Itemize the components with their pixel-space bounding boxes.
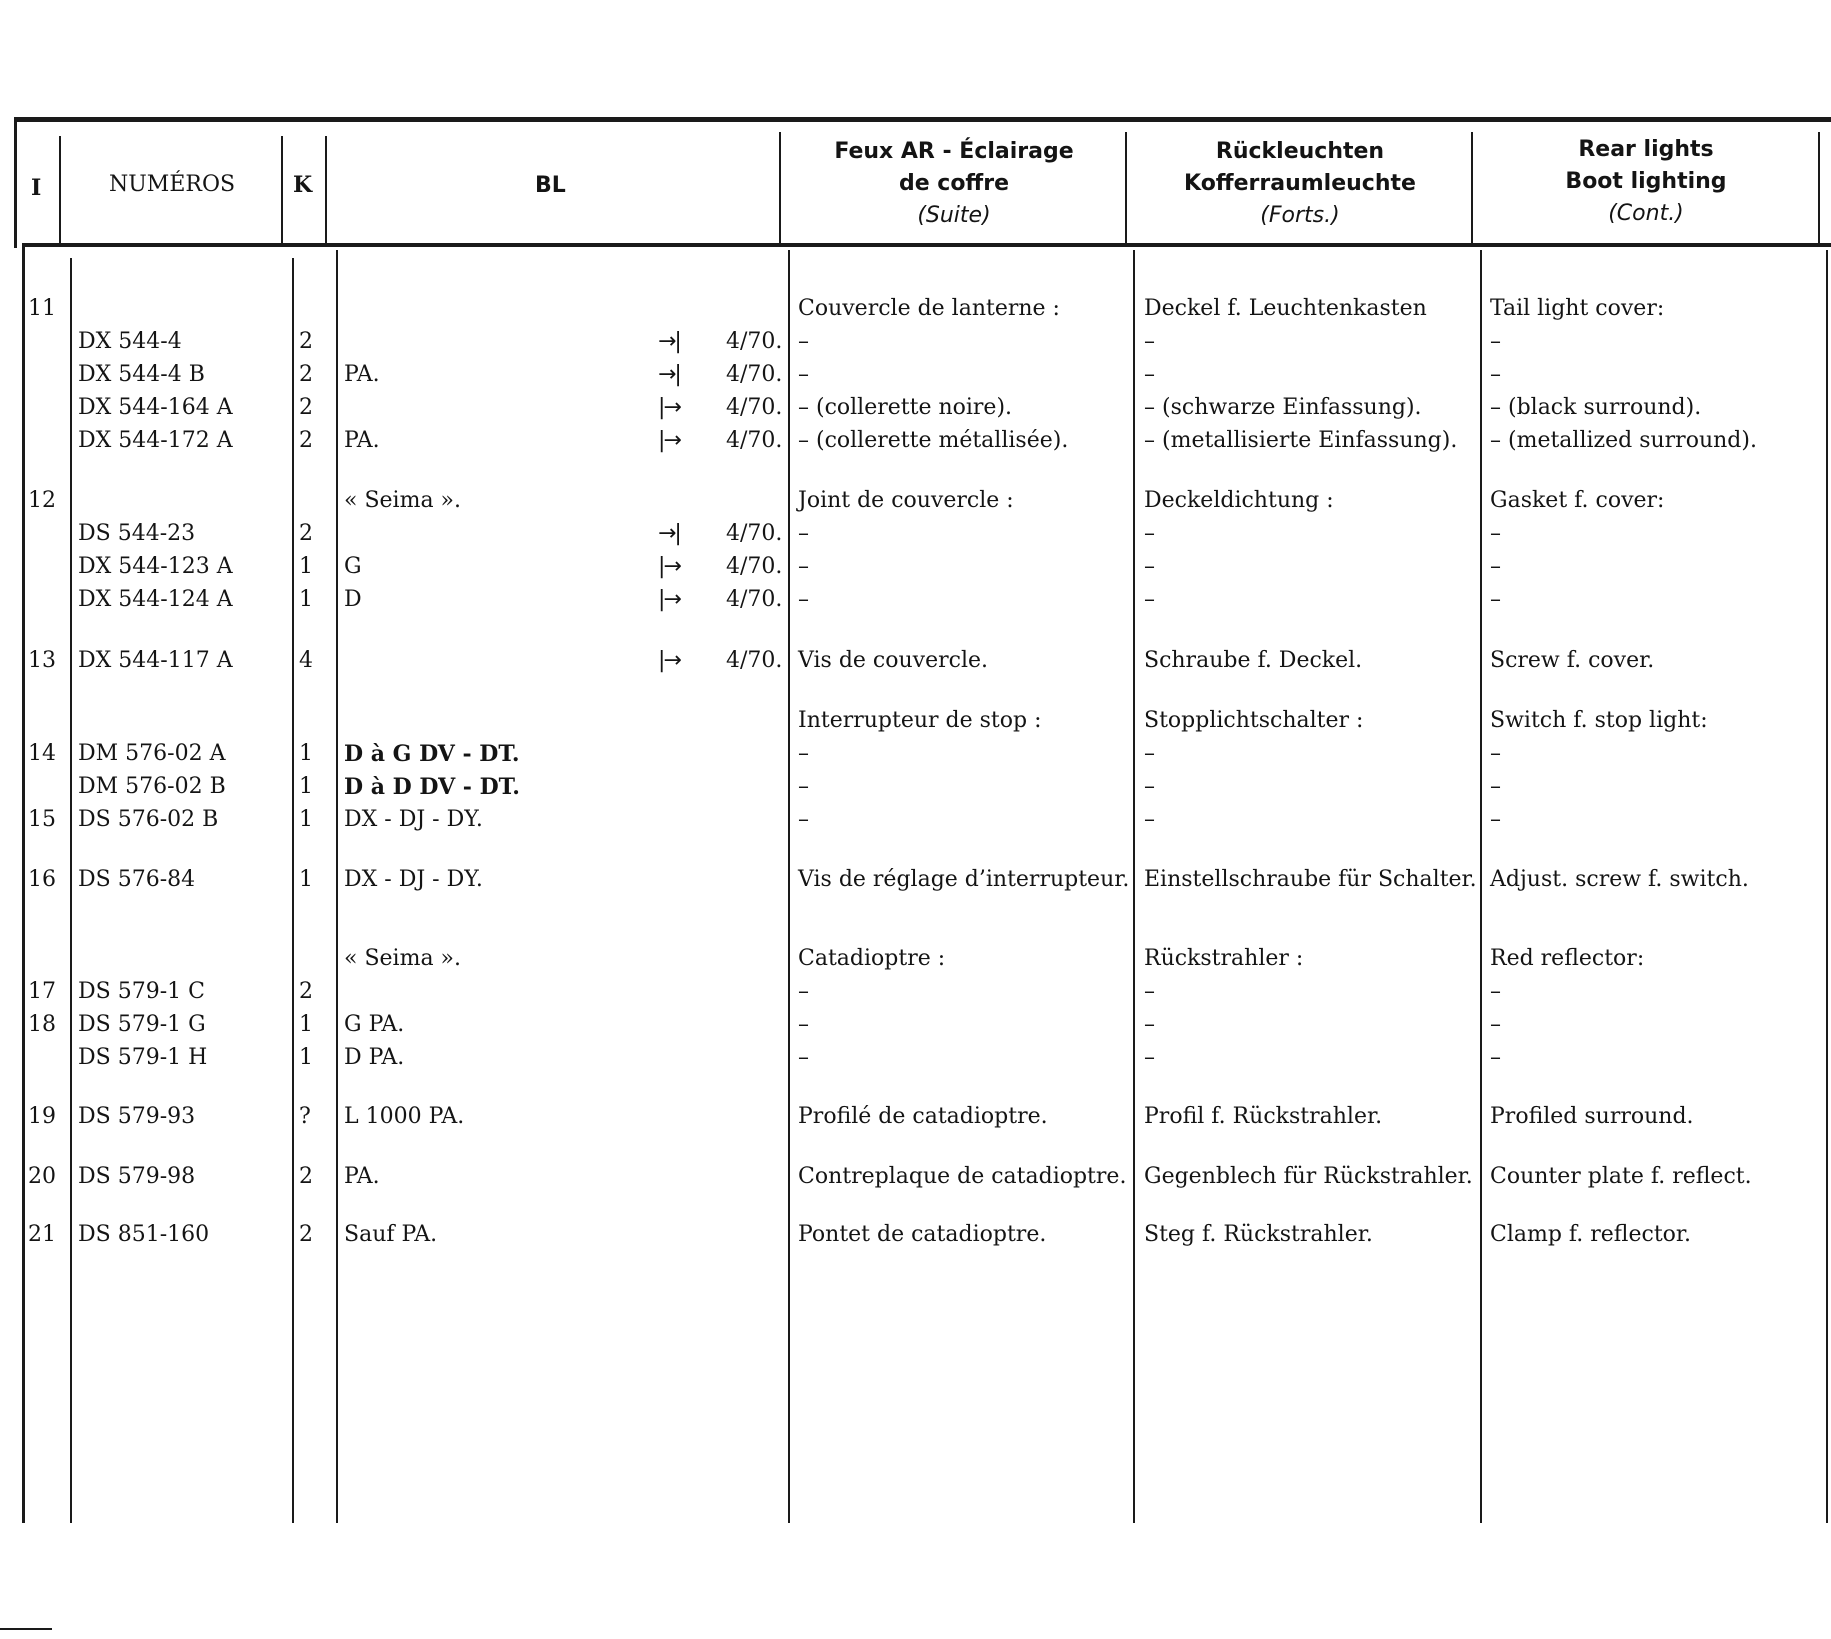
cell-de: Schraube f. Deckel. bbox=[1144, 648, 1363, 673]
cell-k: 1 bbox=[299, 1045, 313, 1070]
header-fr-line3: (Suite) bbox=[917, 203, 991, 228]
header-col-numeros: NUMÉROS bbox=[109, 172, 236, 197]
cell-de: – (metallisierte Einfassung). bbox=[1144, 428, 1458, 453]
cell-fr: Joint de couvercle : bbox=[798, 488, 1014, 513]
cell-num: DM 576-02 A bbox=[78, 741, 226, 766]
cell-k: 2 bbox=[299, 329, 313, 354]
cell-fr: – bbox=[798, 362, 809, 387]
header-col-i: I bbox=[31, 175, 42, 201]
cell-num: DS 579-1 C bbox=[78, 979, 205, 1004]
header-en-line2: Boot lighting bbox=[1565, 169, 1727, 194]
cell-en: – (metallized surround). bbox=[1490, 428, 1757, 453]
cell-k: 2 bbox=[299, 1164, 313, 1189]
divider-body-5 bbox=[1133, 250, 1135, 1523]
cell-date: 4/70. bbox=[726, 362, 783, 387]
cell-num: DX 544-123 A bbox=[78, 554, 233, 579]
cell-de: – (schwarze Einfassung). bbox=[1144, 395, 1422, 420]
divider-body-7 bbox=[1826, 250, 1828, 1523]
header-de-line1: Rückleuchten bbox=[1215, 139, 1385, 164]
cell-fr: – bbox=[798, 774, 809, 799]
cell-bl: « Seima ». bbox=[344, 946, 462, 971]
cell-date: 4/70. bbox=[726, 521, 783, 546]
cell-bl: D PA. bbox=[344, 1045, 405, 1070]
header-de-line3: (Forts.) bbox=[1260, 203, 1340, 228]
cell-idx: 15 bbox=[28, 807, 56, 832]
header-bottom-rule bbox=[22, 243, 1831, 247]
cell-de: – bbox=[1144, 329, 1155, 354]
cell-arrow: →| bbox=[658, 329, 680, 354]
cell-de: Deckel f. Leuchtenkasten bbox=[1144, 296, 1427, 321]
divider-body-6 bbox=[1480, 250, 1482, 1523]
cell-date: 4/70. bbox=[726, 428, 783, 453]
cell-fr: – (collerette métallisée). bbox=[798, 428, 1069, 453]
cell-num: DX 544-172 A bbox=[78, 428, 233, 453]
cell-en: Counter plate f. reflect. bbox=[1490, 1164, 1752, 1189]
cell-date: 4/70. bbox=[726, 329, 783, 354]
cell-arrow: |→ bbox=[658, 587, 680, 612]
cell-k: 2 bbox=[299, 395, 313, 420]
divider-body-1 bbox=[70, 258, 72, 1523]
divider-body-0 bbox=[22, 247, 25, 1523]
cell-bl: Sauf PA. bbox=[344, 1222, 438, 1247]
cell-de: Steg f. Rückstrahler. bbox=[1144, 1222, 1373, 1247]
cell-de: Einstellschraube für Schalter. bbox=[1144, 867, 1477, 892]
cell-de: – bbox=[1144, 774, 1155, 799]
cell-num: DX 544-164 A bbox=[78, 395, 233, 420]
cell-num: DS 579-98 bbox=[78, 1164, 196, 1189]
cell-k: 2 bbox=[299, 428, 313, 453]
cell-k: ? bbox=[299, 1104, 311, 1129]
cell-idx: 12 bbox=[28, 488, 56, 513]
cell-en: – bbox=[1490, 587, 1501, 612]
cell-k: 2 bbox=[299, 1222, 313, 1247]
header-en-line3: (Cont.) bbox=[1608, 201, 1684, 226]
cell-fr: – (collerette noire). bbox=[798, 395, 1013, 420]
cell-de: – bbox=[1144, 1045, 1155, 1070]
cell-idx: 18 bbox=[28, 1012, 56, 1037]
cell-arrow: →| bbox=[658, 521, 680, 546]
cell-en: Red reflector: bbox=[1490, 946, 1645, 971]
table-top-rule bbox=[14, 117, 1831, 122]
cell-date: 4/70. bbox=[726, 554, 783, 579]
cell-fr: Vis de réglage d’interrupteur. bbox=[798, 867, 1130, 892]
cell-de: Stopplichtschalter : bbox=[1144, 708, 1364, 733]
cell-arrow: |→ bbox=[658, 395, 680, 420]
cell-en: – bbox=[1490, 521, 1501, 546]
cell-bl: D à G DV - DT. bbox=[344, 741, 520, 767]
cell-num: DS 576-84 bbox=[78, 867, 196, 892]
cell-bl: PA. bbox=[344, 362, 380, 387]
header-en-line1: Rear lights bbox=[1578, 137, 1714, 162]
cell-k: 1 bbox=[299, 1012, 313, 1037]
cell-en: – bbox=[1490, 774, 1501, 799]
header-col-k: K bbox=[293, 172, 313, 198]
divider-body-2 bbox=[292, 258, 294, 1523]
cell-en: – bbox=[1490, 329, 1501, 354]
cell-bl: G PA. bbox=[344, 1012, 405, 1037]
cell-idx: 13 bbox=[28, 648, 56, 673]
cell-de: – bbox=[1144, 554, 1155, 579]
cell-bl: DX - DJ - DY. bbox=[344, 807, 483, 832]
cell-idx: 20 bbox=[28, 1164, 56, 1189]
cell-bl: DX - DJ - DY. bbox=[344, 867, 483, 892]
cell-en: – bbox=[1490, 807, 1501, 832]
cell-en: – bbox=[1490, 554, 1501, 579]
cell-de: – bbox=[1144, 1012, 1155, 1037]
cell-fr: – bbox=[798, 329, 809, 354]
cell-fr: – bbox=[798, 1045, 809, 1070]
cell-idx: 11 bbox=[28, 296, 56, 321]
cell-k: 2 bbox=[299, 362, 313, 387]
cell-en: – bbox=[1490, 979, 1501, 1004]
divider-body-3 bbox=[336, 250, 338, 1523]
cell-fr: – bbox=[798, 979, 809, 1004]
cell-fr: Vis de couvercle. bbox=[798, 648, 988, 673]
cell-arrow: |→ bbox=[658, 648, 680, 673]
cell-de: Profil f. Rückstrahler. bbox=[1144, 1104, 1383, 1129]
header-col-en bbox=[1474, 134, 1818, 230]
cell-num: DX 544-4 B bbox=[78, 362, 205, 387]
cell-fr: – bbox=[798, 1012, 809, 1037]
cell-idx: 14 bbox=[28, 741, 56, 766]
cell-en: – bbox=[1490, 741, 1501, 766]
cell-bl: D bbox=[344, 587, 362, 612]
cell-fr: Pontet de catadioptre. bbox=[798, 1222, 1047, 1247]
cell-fr: – bbox=[798, 741, 809, 766]
divider-header-4 bbox=[779, 132, 781, 243]
cell-k: 2 bbox=[299, 979, 313, 1004]
cell-de: – bbox=[1144, 521, 1155, 546]
cell-k: 1 bbox=[299, 867, 313, 892]
cell-fr: Couvercle de lanterne : bbox=[798, 296, 1060, 321]
cell-bl: D à D DV - DT. bbox=[344, 774, 520, 800]
cell-de: – bbox=[1144, 807, 1155, 832]
cell-idx: 16 bbox=[28, 867, 56, 892]
cell-de: Gegenblech für Rückstrahler. bbox=[1144, 1164, 1473, 1189]
cell-en: – bbox=[1490, 362, 1501, 387]
cell-fr: – bbox=[798, 521, 809, 546]
cell-num: DX 544-124 A bbox=[78, 587, 233, 612]
cell-idx: 19 bbox=[28, 1104, 56, 1129]
divider-body-4 bbox=[788, 250, 790, 1523]
cell-bl: « Seima ». bbox=[344, 488, 462, 513]
cell-de: – bbox=[1144, 587, 1155, 612]
cell-k: 1 bbox=[299, 587, 313, 612]
cell-bl: PA. bbox=[344, 1164, 380, 1189]
cell-k: 1 bbox=[299, 807, 313, 832]
cell-fr: Contreplaque de catadioptre. bbox=[798, 1164, 1127, 1189]
divider-left-border bbox=[14, 120, 17, 248]
cell-idx: 21 bbox=[28, 1222, 56, 1247]
cell-k: 1 bbox=[299, 741, 313, 766]
cell-bl: L 1000 PA. bbox=[344, 1104, 465, 1129]
cell-en: Profiled surround. bbox=[1490, 1104, 1694, 1129]
header-col-bl: BL bbox=[535, 173, 566, 198]
cell-num: DS 851-160 bbox=[78, 1222, 210, 1247]
divider-header-1 bbox=[59, 136, 61, 243]
cell-de: Rückstrahler : bbox=[1144, 946, 1304, 971]
cell-fr: Catadioptre : bbox=[798, 946, 946, 971]
cell-en: Gasket f. cover: bbox=[1490, 488, 1665, 513]
cell-k: 1 bbox=[299, 774, 313, 799]
cell-num: DS 579-1 H bbox=[78, 1045, 208, 1070]
cell-en: Adjust. screw f. switch. bbox=[1490, 867, 1749, 892]
cell-bl: G bbox=[344, 554, 362, 579]
cell-en: Screw f. cover. bbox=[1490, 648, 1655, 673]
cell-idx: 17 bbox=[28, 979, 56, 1004]
cell-fr: – bbox=[798, 807, 809, 832]
cell-en: – bbox=[1490, 1012, 1501, 1037]
cell-num: DX 544-117 A bbox=[78, 648, 233, 673]
cell-de: – bbox=[1144, 741, 1155, 766]
cell-de: Deckeldichtung : bbox=[1144, 488, 1334, 513]
cell-date: 4/70. bbox=[726, 587, 783, 612]
cell-de: – bbox=[1144, 979, 1155, 1004]
cell-fr: Profilé de catadioptre. bbox=[798, 1104, 1048, 1129]
cell-date: 4/70. bbox=[726, 648, 783, 673]
cell-k: 1 bbox=[299, 554, 313, 579]
cell-k: 4 bbox=[299, 648, 313, 673]
cell-num: DS 576-02 B bbox=[78, 807, 219, 832]
cell-arrow: →| bbox=[658, 362, 680, 387]
cell-num: DS 544-23 bbox=[78, 521, 196, 546]
cell-k: 2 bbox=[299, 521, 313, 546]
divider-header-2 bbox=[281, 136, 283, 243]
header-de-line2: Kofferraumleuchte bbox=[1184, 171, 1416, 196]
cell-fr: Interrupteur de stop : bbox=[798, 708, 1042, 733]
cell-de: – bbox=[1144, 362, 1155, 387]
divider-header-3 bbox=[325, 136, 327, 243]
page-corner-mark bbox=[0, 1628, 52, 1630]
header-fr-line2: de coffre bbox=[898, 171, 1010, 196]
cell-arrow: |→ bbox=[658, 428, 680, 453]
cell-en: – (black surround). bbox=[1490, 395, 1702, 420]
header-fr-line1: Feux AR - Éclairage bbox=[834, 139, 1074, 164]
cell-date: 4/70. bbox=[726, 395, 783, 420]
cell-num: DS 579-93 bbox=[78, 1104, 196, 1129]
cell-num: DX 544-4 bbox=[78, 329, 182, 354]
cell-en: – bbox=[1490, 1045, 1501, 1070]
header-col-de bbox=[1128, 136, 1472, 232]
cell-en: Clamp f. reflector. bbox=[1490, 1222, 1691, 1247]
header-col-fr bbox=[782, 136, 1126, 232]
cell-num: DS 579-1 G bbox=[78, 1012, 206, 1037]
cell-fr: – bbox=[798, 554, 809, 579]
cell-num: DM 576-02 B bbox=[78, 774, 226, 799]
divider-header-7 bbox=[1818, 132, 1820, 243]
cell-bl: PA. bbox=[344, 428, 380, 453]
cell-arrow: |→ bbox=[658, 554, 680, 579]
cell-fr: – bbox=[798, 587, 809, 612]
cell-en: Tail light cover: bbox=[1490, 296, 1665, 321]
cell-en: Switch f. stop light: bbox=[1490, 708, 1708, 733]
